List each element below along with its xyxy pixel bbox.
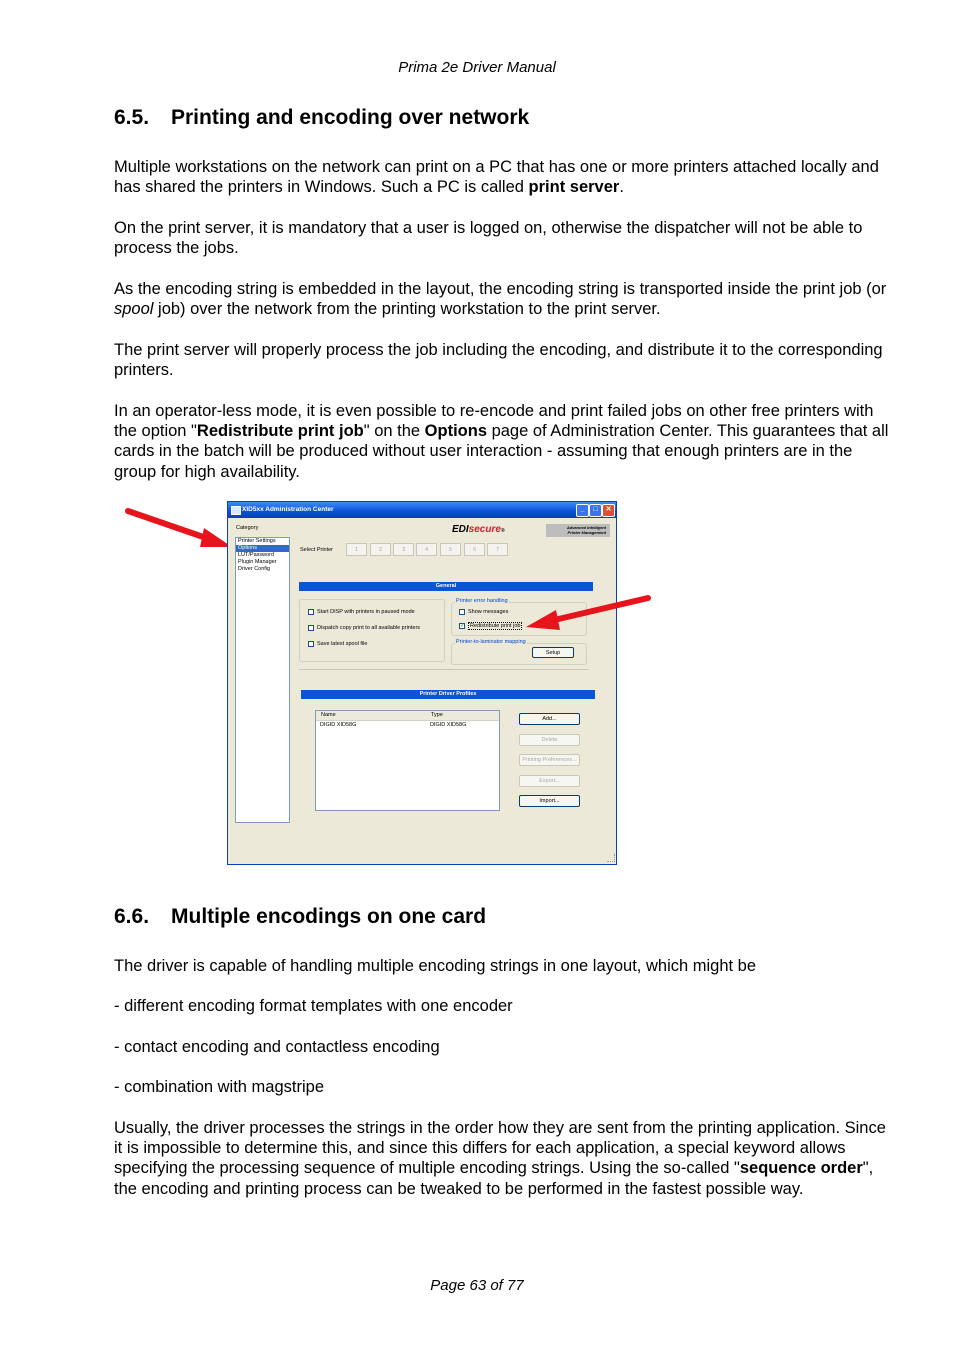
italic-term: spool	[114, 300, 154, 319]
window-titlebar[interactable]	[228, 502, 616, 518]
paragraph-sequence-order	[114, 1118, 894, 1199]
close-icon[interactable]: ✕	[602, 504, 615, 517]
checkbox-label: Dispatch copy print to all available printers	[317, 625, 421, 631]
paragraph-print-server	[114, 157, 894, 197]
printer-button[interactable]: 7	[487, 543, 508, 556]
import-button[interactable]: Import...	[519, 795, 580, 807]
list-item: - different encoding format templates with one encoder	[114, 997, 513, 1015]
printer-button[interactable]: 4	[416, 543, 437, 556]
separator	[299, 669, 589, 670]
printer-button[interactable]: 5	[440, 543, 461, 556]
minimize-icon[interactable]: _	[576, 504, 589, 517]
bold-term: sequence order	[739, 1159, 863, 1178]
printer-button[interactable]: 2	[370, 543, 391, 556]
text: job) over the network from the printing workstation to the print server.	[153, 300, 661, 319]
text: " on the	[363, 422, 425, 441]
table-row[interactable]	[319, 722, 497, 729]
section-title: Printing and encoding over network	[171, 106, 530, 129]
row-name: DIGID XID58G	[320, 722, 357, 728]
category-item[interactable]: LUT/Password	[238, 552, 275, 558]
group-legend: Printer error handling	[456, 598, 508, 604]
window-title: XID5xx Administration Center	[242, 506, 334, 513]
text: In an operator-less mode, it is even possible to re-encode and print failed jobs on other free printers with the option "	[114, 402, 874, 441]
bold-term: Redistribute print job	[196, 422, 364, 441]
checkbox-save-spool[interactable]	[308, 641, 314, 647]
checkbox-show-messages[interactable]	[459, 609, 465, 615]
column-header-name[interactable]: Name	[321, 712, 336, 718]
section-number: 6.6.	[114, 905, 150, 928]
general-section-header: General	[299, 582, 593, 591]
add-button[interactable]: Add...	[519, 713, 580, 725]
admin-center-window	[227, 501, 617, 865]
running-header: Prima 2e Driver Manual	[398, 59, 556, 76]
printer-button[interactable]: 6	[464, 543, 485, 556]
checkbox-label: Start DISP with printers in paused mode	[317, 609, 415, 615]
setup-button[interactable]: Setup	[532, 647, 574, 658]
section-title: Multiple encodings on one card	[171, 905, 487, 928]
export-button[interactable]: Export...	[519, 775, 580, 787]
group-legend: Printer-to-laminator mapping	[456, 639, 526, 645]
profiles-section-header: Printer Driver Profiles	[301, 690, 595, 699]
list-header	[316, 711, 499, 721]
checkbox-label: Save latest spool file	[317, 641, 368, 647]
text: Multiple workstations on the network can print on a PC that has one or more printers attached locally and has shared the printers in Windows. Such a PC is called	[114, 158, 879, 197]
maximize-icon[interactable]: □	[589, 504, 602, 517]
app-icon	[231, 506, 241, 515]
text: .	[619, 178, 624, 197]
text: Usually, the driver processes the strings in the order how they are sent from the printing application. Since it is impossible to determine this, and since this differs for each application, a special keyword allows specifying the processing sequence of multiple encoding strings. Using the so-called "	[114, 1119, 886, 1178]
text: ", the encoding and printing process can be tweaked to be performed in the fastest possible way.	[114, 1159, 874, 1198]
category-list[interactable]	[235, 537, 290, 823]
checkbox-dispatch-copy[interactable]	[308, 625, 314, 631]
checkbox-redistribute[interactable]: ✓	[460, 623, 466, 629]
paragraph-multiple-intro: The driver is capable of handling multiple encoding strings in one layout, which might be	[114, 957, 757, 975]
delete-button[interactable]: Delete	[519, 734, 580, 746]
paragraph-operator-less	[114, 401, 894, 482]
column-header-type[interactable]: Type	[431, 712, 443, 718]
section-6-5-heading	[114, 106, 529, 130]
list-item: - combination with magstripe	[114, 1078, 325, 1096]
text: page of Administration Center. This guarantees that all cards in the batch will be produced without user interaction - assuming that enough printers are in the group for high availability.	[114, 422, 889, 481]
bold-term: Options	[424, 422, 487, 441]
bold-term: print server	[528, 178, 620, 197]
printer-button[interactable]: 3	[393, 543, 414, 556]
profiles-list[interactable]	[315, 710, 500, 811]
section-number: 6.5.	[114, 106, 150, 129]
resize-grip-icon[interactable]	[607, 854, 615, 862]
section-6-6-heading	[114, 905, 486, 929]
red-arrow-right-icon	[520, 590, 660, 640]
row-type: DIGID XID58G	[430, 722, 467, 728]
edisecure-logo: EDIsecure®	[452, 524, 505, 535]
category-label: Category	[236, 525, 259, 531]
paragraph-spool	[114, 279, 894, 319]
brand-tagline: Advanced Intelligent Printer Management	[546, 524, 610, 537]
category-item[interactable]: Plugin Manager	[238, 559, 277, 565]
select-printer-label: Select Printer	[300, 547, 334, 553]
printing-preferences-button[interactable]: Printing Preferences...	[519, 754, 580, 766]
category-item[interactable]: Printer Settings	[238, 538, 276, 544]
printer-button[interactable]: 1	[346, 543, 367, 556]
text: As the encoding string is embedded in the layout, the encoding string is transported inside the print job (or	[114, 280, 887, 298]
paragraph-logged-on: On the print server, it is mandatory that a user is logged on, otherwise the dispatcher will not be able to process the jobs.	[114, 219, 863, 258]
category-item-options[interactable]: Options	[236, 545, 289, 552]
checkbox-label: Show messages	[468, 609, 509, 615]
checkbox-label-redistribute: Redistribute print job	[470, 623, 521, 629]
paragraph-distribute: The print server will properly process the job including the encoding, and distribute it to the corresponding printers.	[114, 341, 883, 380]
list-item: - contact encoding and contactless encoding	[114, 1038, 440, 1056]
category-item[interactable]: Driver Config	[238, 566, 271, 572]
checkbox-start-paused[interactable]	[308, 609, 314, 615]
page-footer: Page 63 of 77	[430, 1277, 524, 1294]
